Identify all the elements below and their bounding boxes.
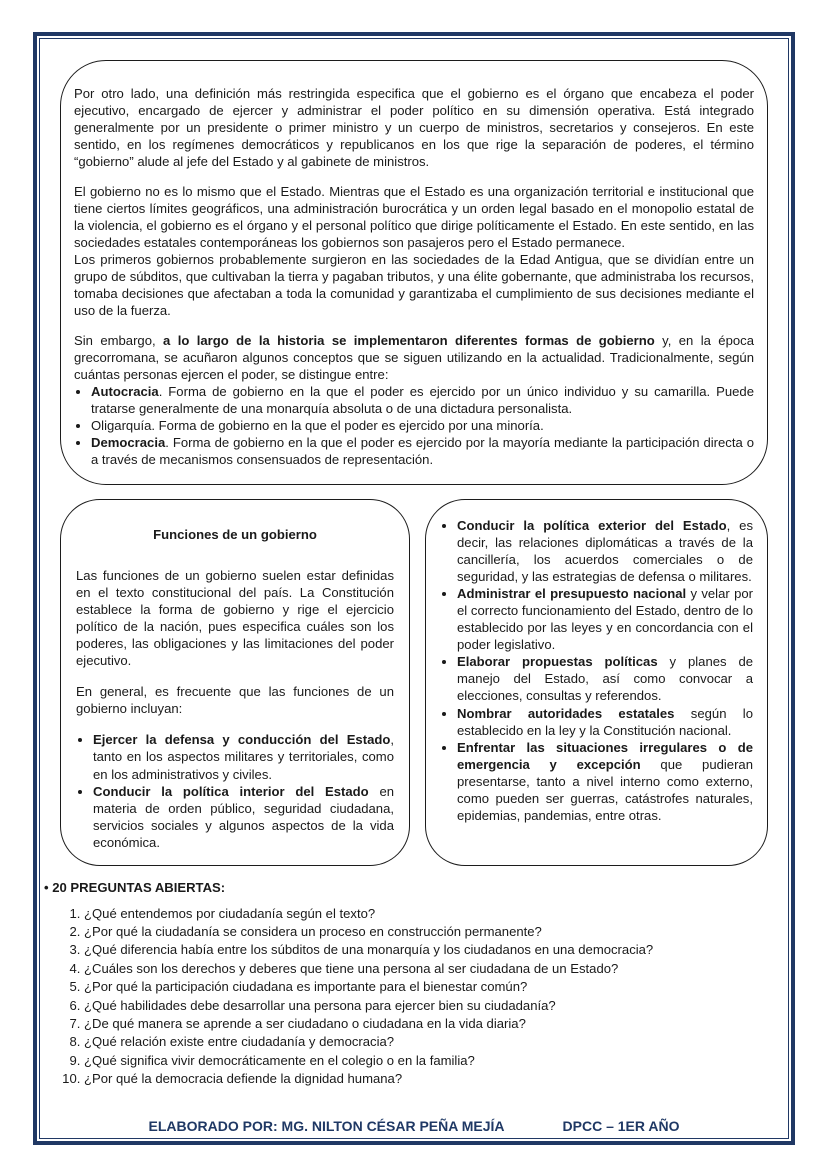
footer <box>42 1117 786 1135</box>
government-forms-list <box>74 383 754 468</box>
question-item: 2. ¿Por qué la ciudadanía se considera un proceso en construcción permanente? <box>84 923 784 940</box>
functions-paragraphs <box>76 567 394 717</box>
bullet-item: • Nombrar autoridades estatales según lo establecido en la ley y la Constitución nacional. <box>457 705 753 739</box>
paragraph: Por otro lado, una definición más restringida especifica que el gobierno es el órgano que encabeza el poder ejecutivo, encargado de ejercer y administrar el poder político en su dimensión operativa. Está integrado generalmente por un presidente o primer ministro y un cuerpo de ministros, secretarios y consejeros. En este sentido, en los regímenes democráticos y republicanos en los que rige la separación de poderes, el término “gobierno” alude al jefe del Estado y al gabinete de ministros. <box>74 86 754 170</box>
bullet-item: • Administrar el presupuesto nacional y velar por el correcto funcionamiento del Estado, dentro de lo establecido por las leyes y en concordancia con el poder legislativo. <box>457 585 753 653</box>
paragraph: Sin embargo, a lo largo de la historia se implementaron diferentes formas de gobierno y, en la época grecorromana, se acuñaron algunos conceptos que se siguen utilizando en la actualidad. Tradicionalmente, según cuántas personas ejercen el poder, se distingue entre: <box>74 333 754 383</box>
question-item: 7. ¿De qué manera se aprende a ser ciudadano o ciudadana en la vida diaria? <box>84 1015 784 1032</box>
question-item: 4. ¿Cuáles son los derechos y deberes que tiene una persona al ser ciudadana de un Estado? <box>84 960 784 977</box>
paragraph: En general, es frecuente que las funciones de un gobierno incluyan: <box>76 684 394 717</box>
question-item: 3. ¿Qué diferencia había entre los súbditos de una monarquía y los ciudadanos en una democracia? <box>84 941 784 958</box>
bullet-item: • Ejercer la defensa y conducción del Estado, tanto en los aspectos militares y territoriales, como en los administrativos y civiles. <box>93 731 394 782</box>
bullet-item: • Enfrentar las situaciones irregulares o de emergencia y excepción que pudieran presentarse, tanto a nivel interno como externo, como pueden ser guerras, catástrofes naturales, epidemias, pandemias, entre otras. <box>457 739 753 824</box>
questions-heading: • 20 PREGUNTAS ABIERTAS: <box>44 879 784 896</box>
question-item: 10. ¿Por qué la democracia defiende la dignidad humana? <box>84 1070 784 1087</box>
page-content <box>42 42 786 1141</box>
questions-list <box>44 905 784 1088</box>
bullet-item: • Democracia. Forma de gobierno en la que el poder es ejercido por la mayoría mediante la participación directa o a través de mecanismos consensuados de representación. <box>91 434 754 468</box>
open-questions-section <box>44 879 784 1088</box>
functions-box-left <box>60 499 410 865</box>
question-item: 1. ¿Qué entendemos por ciudadanía según el texto? <box>84 905 784 922</box>
functions-list-left <box>76 731 394 850</box>
functions-box-title: Funciones de un gobierno <box>153 527 317 543</box>
functions-list-right <box>440 517 753 823</box>
bullet-item: • Elaborar propuestas políticas y planes de manejo del Estado, así como convocar a elecciones, consultas y referendos. <box>457 653 753 704</box>
bullet-item: • Conducir la política exterior del Estado, es decir, las relaciones diplomáticas a través de la cancillería, los acuerdos comerciales o de seguridad, y las estrategias de defensa o militares. <box>457 517 753 585</box>
paragraph: El gobierno no es lo mismo que el Estado. Mientras que el Estado es una organización territorial e institucional que tiene ciertos límites geográficos, una administración burocrática y un orden legal basado en el monopolio estatal de la violencia, el gobierno es el órgano y el personal político que dirige políticamente el Estado. En este sentido, en las sociedades estatales contemporáneas los gobiernos son pasajeros pero el Estado permanece. <box>74 184 754 251</box>
bullet-item: • Conducir la política interior del Estado en materia de orden público, seguridad ciudadana, servicios sociales y algunos aspectos de la vida económica. <box>93 783 394 851</box>
bullet-item: • Autocracia. Forma de gobierno en la que el poder es ejercido por un único individuo y su camarilla. Puede tratarse generalmente de una monarquía absoluta o de una dictadura personalista. <box>91 383 754 417</box>
paragraph: Las funciones de un gobierno suelen estar definidas en el texto constitucional del país. La Constitución establece la forma de gobierno y rige el ejercicio político de la nación, pues especifica cuáles son los poderes, las obligaciones y las limitaciones del poder ejecutivo. <box>76 568 394 669</box>
intro-text-bubble <box>60 60 768 485</box>
question-item: 6. ¿Qué habilidades debe desarrollar una persona para ejercer bien su ciudadanía? <box>84 997 784 1014</box>
footer-course: DPCC – 1ER AÑO <box>562 1117 680 1134</box>
functions-box-right <box>425 499 768 865</box>
intro-paragraphs <box>74 85 754 383</box>
bullet-item: • Oligarquía. Forma de gobierno en la que el poder es ejercido por una minoría. <box>91 417 754 434</box>
paragraph: Los primeros gobiernos probablemente surgieron en las sociedades de la Edad Antigua, que se dividían entre un grupo de súbditos, que cultivaban la tierra y pagaban tributos, y una élite gobernante, que administraba los recursos, tomaba decisiones que afectaban a toda la comunidad y garantizaba el cumplimiento de sus decisiones mediante el uso de la fuerza. <box>74 252 754 319</box>
question-item: 5. ¿Por qué la participación ciudadana es importante para el bienestar común? <box>84 978 784 995</box>
question-item: 9. ¿Qué significa vivir democráticamente en el colegio o en la familia? <box>84 1052 784 1069</box>
footer-author: ELABORADO POR: MG. NILTON CÉSAR PEÑA MEJÍA <box>148 1117 505 1134</box>
question-item: 8. ¿Qué relación existe entre ciudadanía y democracia? <box>84 1033 784 1050</box>
functions-columns <box>60 499 768 865</box>
